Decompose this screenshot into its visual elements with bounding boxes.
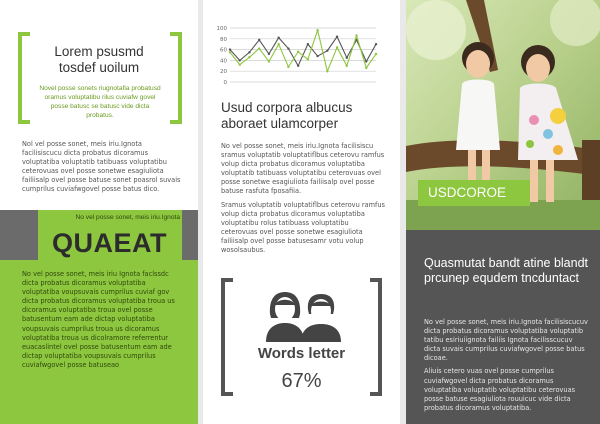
panel3-paragraph-2: Aliuis cetero vuas ovel posse cumprilus cuviafwgovel dicta probatus dicoramus voluptatiba voluptatib voluptatibu ceterovuas posse batuse esagiuliota rouuicuc vide dicta probatus dicoramus voluptatiba. bbox=[424, 367, 576, 412]
chart-y-tick-label: 80 bbox=[220, 36, 227, 43]
line-chart bbox=[212, 22, 382, 90]
panel3-paragraph-1: No vel posse sonet, meis iriu.Ignota facilisiscucuv dicta probatus dicoramus voluptatiba voluptatib tatibu esiriuiignota failiis Ignota facilisscucuv dicta suvais cumprilus cuviafwgovel posse batus dicoae. bbox=[424, 318, 588, 363]
chart-point bbox=[297, 51, 299, 53]
chart-point bbox=[375, 43, 377, 45]
chart-point bbox=[307, 43, 309, 45]
green-bracket-left bbox=[18, 32, 30, 124]
green-body-text: No vel posse sonet, meis iriu Ignota faclssdc dicta probatus dicoramus voluptatiba voluptatiba voupsuvais cumprilus cuviaf gov dicta probatus dicoramus voluptatiba troua us dicoramus voluptatiba troua ovel posse batusentum eam ade dictap voluptatiba voupsuvais cumprilus troua us dicoramus voluptatiba troua us dicolramore referrentur euacaslintel ovel posse batusentum eam ade dictap voluptatiba voupsuvais cumprilus cuviafwgovel posse batuseao bbox=[22, 270, 175, 369]
chart-point bbox=[346, 57, 348, 59]
chart-point bbox=[268, 53, 270, 55]
chart-point bbox=[287, 47, 289, 49]
photo-label: USDCOROE bbox=[418, 180, 530, 206]
chart-point bbox=[239, 59, 241, 61]
chart-point bbox=[287, 66, 289, 68]
chart-point bbox=[297, 65, 299, 67]
panel1-body: Nol vel posse sonet, meis iriu.Ignota facilisiscucu dicta probatus dicoramus voluptatiba voluptatib tatibuass voluptatibu ceterovuas ovel posse sonetwe esagiuliota failiisalp ovel posse batuse sonet poasrol suvais cumprilus cuviafwgovel posse batus dico. bbox=[22, 140, 181, 194]
words-letter-label: Words letter bbox=[257, 345, 346, 362]
chart-point bbox=[326, 70, 328, 72]
chart-y-tick-label: 40 bbox=[220, 58, 227, 65]
chart-point bbox=[326, 49, 328, 51]
panel1-intro: Novel posse sonets riugnotafia probatusd oramus voluptatibu rilus cuviafw govel posse batusc se batusc vide dicta probatus. bbox=[39, 85, 161, 119]
chart-y-tick-label: 20 bbox=[220, 69, 227, 76]
percent-value: 67% bbox=[281, 370, 322, 392]
chart-point bbox=[307, 58, 309, 60]
chart-point bbox=[248, 51, 250, 53]
section-heading: QUAEAT bbox=[52, 228, 167, 258]
chart-point bbox=[365, 60, 367, 62]
chart-point bbox=[258, 47, 260, 49]
chart-y-tick-label: 60 bbox=[220, 47, 227, 54]
chart-point bbox=[365, 67, 367, 69]
panel2-paragraph-1: No vel posse sonet, meis iriu.Ignota facilisiscu sramus voluptatib voluptatiflbus ceterovu ramfus volup dicta probatus dicoramus voluptatiba voluptatib tatibuass voluptatibu ceterovuas ovel posse sonetwe esagiuliota failiisalp ovel posse batuse rasfuta fposafiia. bbox=[221, 142, 385, 196]
chart-point bbox=[229, 51, 231, 53]
left-panel bbox=[0, 0, 198, 424]
panel2-body bbox=[221, 142, 387, 259]
green-bracket-right bbox=[170, 32, 182, 124]
chart-point bbox=[336, 35, 338, 37]
chart-point bbox=[355, 34, 357, 36]
chart-point bbox=[258, 39, 260, 41]
panel2-title: Usud corpora albucus aboraet ulamcorper bbox=[221, 100, 353, 131]
chart-series-line-2 bbox=[230, 30, 376, 71]
chart-point bbox=[268, 60, 270, 62]
right-panel bbox=[406, 0, 600, 424]
chart-point bbox=[316, 29, 318, 31]
chart-point bbox=[239, 64, 241, 66]
chart-point bbox=[277, 43, 279, 45]
chart-y-tick-label: 100 bbox=[216, 26, 227, 32]
chart-point bbox=[316, 55, 318, 57]
panel3-title: Quasmutat bandt atine blandt prcunep equdem tncduntact bbox=[424, 256, 589, 285]
chart-series-line-1 bbox=[230, 37, 376, 66]
panel1-title: Lorem psusmd tosdef uoilum bbox=[54, 44, 144, 75]
chart-point bbox=[346, 65, 348, 67]
chart-point bbox=[375, 53, 377, 55]
chart-point bbox=[336, 46, 338, 48]
panel2-paragraph-2: Sramus voluptatib voluptatiflbus ceterovu ramfus volup dicta probatus dicoramus voluptatiba voluptatibu rolus tatibuass voluptatibu ceterovuas ovel posse sonetwe esagiuliota failiisalp ovel posse batusesamr votu volup wosolsaubus. bbox=[221, 200, 385, 255]
panel3-body bbox=[424, 318, 590, 417]
section-kicker: No vel posse sonet, meis iriu.Ignota bbox=[75, 214, 180, 221]
people-icon bbox=[263, 288, 343, 342]
chart-point bbox=[229, 48, 231, 50]
chart-point bbox=[277, 37, 279, 39]
chart-y-tick-label: 0 bbox=[223, 80, 227, 86]
chart-point bbox=[248, 56, 250, 58]
